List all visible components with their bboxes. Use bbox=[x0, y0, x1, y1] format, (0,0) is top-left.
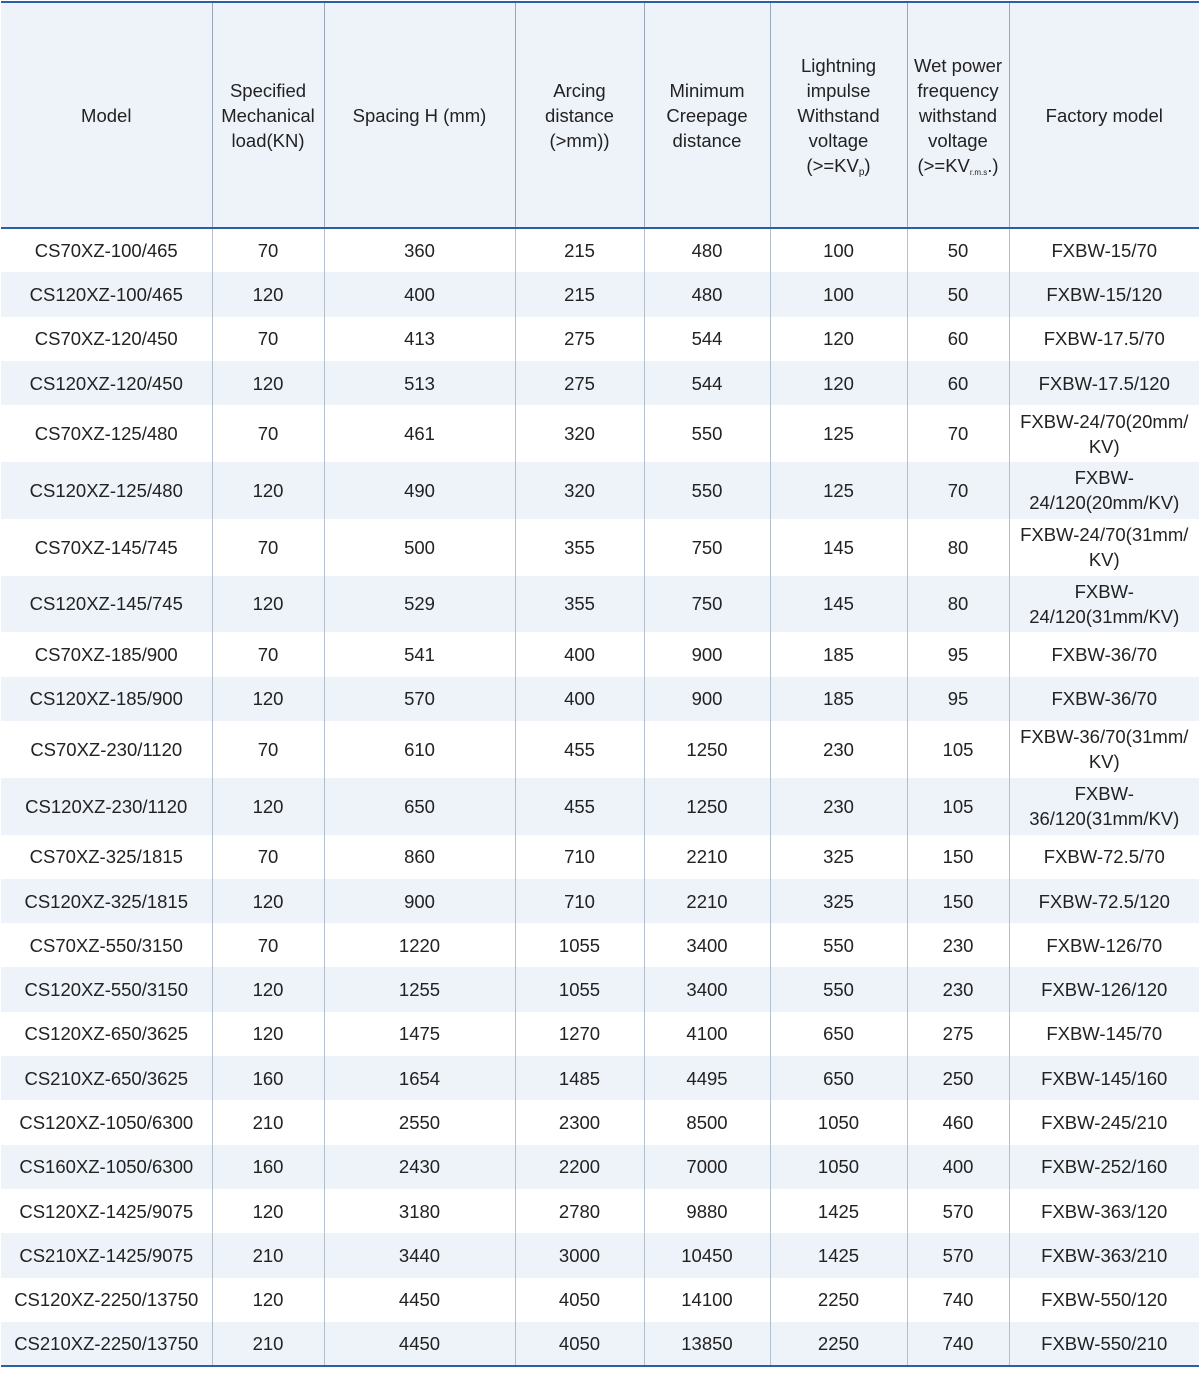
cell-factory-model: FXBW-550/210 bbox=[1009, 1322, 1199, 1366]
cell-creepage-distance: 9880 bbox=[644, 1189, 770, 1233]
cell-wet-power-frequency: 105 bbox=[907, 721, 1009, 778]
cell-lightning-impulse: 125 bbox=[770, 462, 907, 519]
header-creepage-distance: Minimum Creepage distance bbox=[644, 2, 770, 228]
insulator-spec-table bbox=[1, 1, 1199, 1367]
cell-mechanical-load: 120 bbox=[212, 1278, 324, 1322]
cell-mechanical-load: 70 bbox=[212, 632, 324, 676]
cell-mechanical-load: 160 bbox=[212, 1056, 324, 1100]
cell-spacing: 3180 bbox=[324, 1189, 515, 1233]
cell-arcing-distance: 710 bbox=[515, 835, 644, 879]
cell-model: CS120XZ-550/3150 bbox=[1, 967, 212, 1011]
cell-mechanical-load: 120 bbox=[212, 361, 324, 405]
cell-factory-model: FXBW-17.5/120 bbox=[1009, 361, 1199, 405]
cell-arcing-distance: 1055 bbox=[515, 923, 644, 967]
cell-lightning-impulse: 1425 bbox=[770, 1189, 907, 1233]
table-row bbox=[1, 1145, 1199, 1189]
cell-creepage-distance: 13850 bbox=[644, 1322, 770, 1366]
header-arcing-distance: Arcing distance (>mm)) bbox=[515, 2, 644, 228]
cell-spacing: 570 bbox=[324, 677, 515, 721]
table-row bbox=[1, 1012, 1199, 1056]
cell-spacing: 400 bbox=[324, 272, 515, 316]
cell-spacing: 1220 bbox=[324, 923, 515, 967]
cell-model: CS70XZ-325/1815 bbox=[1, 835, 212, 879]
cell-mechanical-load: 120 bbox=[212, 272, 324, 316]
cell-creepage-distance: 14100 bbox=[644, 1278, 770, 1322]
cell-spacing: 2430 bbox=[324, 1145, 515, 1189]
cell-creepage-distance: 3400 bbox=[644, 967, 770, 1011]
cell-spacing: 900 bbox=[324, 879, 515, 923]
cell-arcing-distance: 320 bbox=[515, 405, 644, 462]
cell-model: CS120XZ-650/3625 bbox=[1, 1012, 212, 1056]
cell-model: CS120XZ-1425/9075 bbox=[1, 1189, 212, 1233]
cell-wet-power-frequency: 230 bbox=[907, 923, 1009, 967]
cell-spacing: 529 bbox=[324, 576, 515, 633]
table-row bbox=[1, 272, 1199, 316]
cell-factory-model: FXBW-363/210 bbox=[1009, 1233, 1199, 1277]
cell-arcing-distance: 710 bbox=[515, 879, 644, 923]
cell-creepage-distance: 480 bbox=[644, 272, 770, 316]
table-row bbox=[1, 1100, 1199, 1144]
cell-wet-power-frequency: 80 bbox=[907, 576, 1009, 633]
cell-lightning-impulse: 230 bbox=[770, 778, 907, 835]
cell-lightning-impulse: 2250 bbox=[770, 1322, 907, 1366]
header-factory-model: Factory model bbox=[1009, 2, 1199, 228]
cell-creepage-distance: 2210 bbox=[644, 835, 770, 879]
cell-creepage-distance: 550 bbox=[644, 405, 770, 462]
cell-wet-power-frequency: 95 bbox=[907, 632, 1009, 676]
cell-arcing-distance: 355 bbox=[515, 576, 644, 633]
cell-spacing: 2550 bbox=[324, 1100, 515, 1144]
cell-wet-power-frequency: 60 bbox=[907, 317, 1009, 361]
cell-wet-power-frequency: 740 bbox=[907, 1278, 1009, 1322]
cell-model: CS120XZ-145/745 bbox=[1, 576, 212, 633]
cell-arcing-distance: 4050 bbox=[515, 1278, 644, 1322]
cell-spacing: 860 bbox=[324, 835, 515, 879]
cell-lightning-impulse: 125 bbox=[770, 405, 907, 462]
cell-spacing: 513 bbox=[324, 361, 515, 405]
cell-model: CS210XZ-2250/13750 bbox=[1, 1322, 212, 1366]
cell-spacing: 650 bbox=[324, 778, 515, 835]
cell-creepage-distance: 10450 bbox=[644, 1233, 770, 1277]
cell-lightning-impulse: 550 bbox=[770, 967, 907, 1011]
cell-wet-power-frequency: 70 bbox=[907, 462, 1009, 519]
header-wet-power-frequency: Wet power frequency withstand voltage $(>=KV_{r.m.s}.)$ bbox=[907, 2, 1009, 228]
cell-creepage-distance: 7000 bbox=[644, 1145, 770, 1189]
table-row bbox=[1, 778, 1199, 835]
cell-lightning-impulse: 1425 bbox=[770, 1233, 907, 1277]
table-body bbox=[1, 228, 1199, 1366]
cell-factory-model: FXBW-252/160 bbox=[1009, 1145, 1199, 1189]
cell-arcing-distance: 1485 bbox=[515, 1056, 644, 1100]
cell-arcing-distance: 275 bbox=[515, 317, 644, 361]
cell-lightning-impulse: 100 bbox=[770, 272, 907, 316]
cell-wet-power-frequency: 60 bbox=[907, 361, 1009, 405]
table-row bbox=[1, 1233, 1199, 1277]
cell-factory-model: FXBW-36/70 bbox=[1009, 632, 1199, 676]
cell-model: CS160XZ-1050/6300 bbox=[1, 1145, 212, 1189]
cell-factory-model: FXBW-24/70(31mm/ KV) bbox=[1009, 519, 1199, 576]
cell-model: CS70XZ-230/1120 bbox=[1, 721, 212, 778]
cell-spacing: 4450 bbox=[324, 1322, 515, 1366]
cell-mechanical-load: 160 bbox=[212, 1145, 324, 1189]
cell-creepage-distance: 750 bbox=[644, 519, 770, 576]
cell-model: CS120XZ-120/450 bbox=[1, 361, 212, 405]
cell-mechanical-load: 70 bbox=[212, 317, 324, 361]
cell-spacing: 3440 bbox=[324, 1233, 515, 1277]
cell-spacing: 413 bbox=[324, 317, 515, 361]
header-lightning-impulse: Lightning impulse Withstand voltage $(>=KV_p)$ bbox=[770, 2, 907, 228]
cell-wet-power-frequency: 250 bbox=[907, 1056, 1009, 1100]
cell-creepage-distance: 550 bbox=[644, 462, 770, 519]
cell-model: CS70XZ-550/3150 bbox=[1, 923, 212, 967]
header-row bbox=[1, 2, 1199, 228]
cell-factory-model: FXBW-36/70 bbox=[1009, 677, 1199, 721]
table-row bbox=[1, 923, 1199, 967]
cell-factory-model: FXBW- 36/120(31mm/KV) bbox=[1009, 778, 1199, 835]
cell-factory-model: FXBW-126/120 bbox=[1009, 967, 1199, 1011]
table-row bbox=[1, 632, 1199, 676]
cell-factory-model: FXBW-550/120 bbox=[1009, 1278, 1199, 1322]
cell-factory-model: FXBW-24/70(20mm/ KV) bbox=[1009, 405, 1199, 462]
cell-lightning-impulse: 325 bbox=[770, 879, 907, 923]
cell-creepage-distance: 2210 bbox=[644, 879, 770, 923]
cell-model: CS70XZ-145/745 bbox=[1, 519, 212, 576]
cell-arcing-distance: 215 bbox=[515, 272, 644, 316]
cell-model: CS210XZ-1425/9075 bbox=[1, 1233, 212, 1277]
cell-spacing: 461 bbox=[324, 405, 515, 462]
cell-lightning-impulse: 1050 bbox=[770, 1100, 907, 1144]
table-row bbox=[1, 361, 1199, 405]
cell-wet-power-frequency: 570 bbox=[907, 1233, 1009, 1277]
cell-creepage-distance: 4495 bbox=[644, 1056, 770, 1100]
table-row bbox=[1, 462, 1199, 519]
cell-mechanical-load: 120 bbox=[212, 778, 324, 835]
cell-mechanical-load: 70 bbox=[212, 228, 324, 272]
cell-mechanical-load: 210 bbox=[212, 1233, 324, 1277]
table-row bbox=[1, 721, 1199, 778]
cell-wet-power-frequency: 70 bbox=[907, 405, 1009, 462]
cell-spacing: 500 bbox=[324, 519, 515, 576]
cell-creepage-distance: 4100 bbox=[644, 1012, 770, 1056]
table-row bbox=[1, 405, 1199, 462]
cell-wet-power-frequency: 105 bbox=[907, 778, 1009, 835]
cell-mechanical-load: 120 bbox=[212, 1012, 324, 1056]
cell-spacing: 360 bbox=[324, 228, 515, 272]
cell-arcing-distance: 455 bbox=[515, 721, 644, 778]
cell-factory-model: FXBW-145/70 bbox=[1009, 1012, 1199, 1056]
table-row bbox=[1, 519, 1199, 576]
cell-mechanical-load: 210 bbox=[212, 1322, 324, 1366]
cell-factory-model: FXBW-15/70 bbox=[1009, 228, 1199, 272]
cell-creepage-distance: 544 bbox=[644, 317, 770, 361]
cell-factory-model: FXBW-245/210 bbox=[1009, 1100, 1199, 1144]
cell-model: CS70XZ-120/450 bbox=[1, 317, 212, 361]
table-row bbox=[1, 1056, 1199, 1100]
cell-mechanical-load: 120 bbox=[212, 462, 324, 519]
cell-creepage-distance: 3400 bbox=[644, 923, 770, 967]
table-row bbox=[1, 677, 1199, 721]
cell-wet-power-frequency: 50 bbox=[907, 228, 1009, 272]
cell-factory-model: FXBW-363/120 bbox=[1009, 1189, 1199, 1233]
cell-wet-power-frequency: 50 bbox=[907, 272, 1009, 316]
table-row bbox=[1, 317, 1199, 361]
cell-creepage-distance: 750 bbox=[644, 576, 770, 633]
cell-model: CS120XZ-2250/13750 bbox=[1, 1278, 212, 1322]
cell-arcing-distance: 4050 bbox=[515, 1322, 644, 1366]
cell-spacing: 1475 bbox=[324, 1012, 515, 1056]
cell-spacing: 1654 bbox=[324, 1056, 515, 1100]
cell-mechanical-load: 210 bbox=[212, 1100, 324, 1144]
table-row bbox=[1, 228, 1199, 272]
cell-factory-model: FXBW-72.5/120 bbox=[1009, 879, 1199, 923]
cell-model: CS120XZ-185/900 bbox=[1, 677, 212, 721]
cell-wet-power-frequency: 740 bbox=[907, 1322, 1009, 1366]
cell-model: CS120XZ-230/1120 bbox=[1, 778, 212, 835]
cell-lightning-impulse: 120 bbox=[770, 317, 907, 361]
cell-creepage-distance: 8500 bbox=[644, 1100, 770, 1144]
cell-model: CS120XZ-100/465 bbox=[1, 272, 212, 316]
table-row bbox=[1, 879, 1199, 923]
cell-arcing-distance: 355 bbox=[515, 519, 644, 576]
cell-lightning-impulse: 120 bbox=[770, 361, 907, 405]
cell-lightning-impulse: 145 bbox=[770, 519, 907, 576]
table-row bbox=[1, 576, 1199, 633]
cell-lightning-impulse: 650 bbox=[770, 1056, 907, 1100]
table-row bbox=[1, 967, 1199, 1011]
cell-wet-power-frequency: 400 bbox=[907, 1145, 1009, 1189]
header-model: Model bbox=[1, 2, 212, 228]
cell-mechanical-load: 70 bbox=[212, 721, 324, 778]
cell-arcing-distance: 1055 bbox=[515, 967, 644, 1011]
cell-spacing: 4450 bbox=[324, 1278, 515, 1322]
table-row bbox=[1, 1322, 1199, 1366]
cell-factory-model: FXBW-72.5/70 bbox=[1009, 835, 1199, 879]
cell-arcing-distance: 1270 bbox=[515, 1012, 644, 1056]
cell-model: CS120XZ-1050/6300 bbox=[1, 1100, 212, 1144]
cell-factory-model: FXBW- 24/120(31mm/KV) bbox=[1009, 576, 1199, 633]
cell-mechanical-load: 120 bbox=[212, 677, 324, 721]
cell-lightning-impulse: 230 bbox=[770, 721, 907, 778]
cell-creepage-distance: 900 bbox=[644, 677, 770, 721]
cell-mechanical-load: 120 bbox=[212, 879, 324, 923]
cell-model: CS70XZ-100/465 bbox=[1, 228, 212, 272]
cell-mechanical-load: 120 bbox=[212, 1189, 324, 1233]
cell-creepage-distance: 1250 bbox=[644, 721, 770, 778]
cell-creepage-distance: 1250 bbox=[644, 778, 770, 835]
cell-lightning-impulse: 145 bbox=[770, 576, 907, 633]
header-mechanical-load: Specified Mechanical load(KN) bbox=[212, 2, 324, 228]
cell-mechanical-load: 120 bbox=[212, 576, 324, 633]
cell-creepage-distance: 900 bbox=[644, 632, 770, 676]
cell-spacing: 1255 bbox=[324, 967, 515, 1011]
table-row bbox=[1, 1189, 1199, 1233]
cell-arcing-distance: 275 bbox=[515, 361, 644, 405]
cell-arcing-distance: 455 bbox=[515, 778, 644, 835]
cell-lightning-impulse: 550 bbox=[770, 923, 907, 967]
cell-arcing-distance: 2300 bbox=[515, 1100, 644, 1144]
cell-lightning-impulse: 185 bbox=[770, 677, 907, 721]
table-row bbox=[1, 835, 1199, 879]
cell-wet-power-frequency: 460 bbox=[907, 1100, 1009, 1144]
cell-factory-model: FXBW-17.5/70 bbox=[1009, 317, 1199, 361]
cell-mechanical-load: 70 bbox=[212, 923, 324, 967]
cell-model: CS70XZ-125/480 bbox=[1, 405, 212, 462]
cell-mechanical-load: 70 bbox=[212, 405, 324, 462]
cell-arcing-distance: 2200 bbox=[515, 1145, 644, 1189]
cell-wet-power-frequency: 230 bbox=[907, 967, 1009, 1011]
cell-lightning-impulse: 1050 bbox=[770, 1145, 907, 1189]
cell-model: CS120XZ-125/480 bbox=[1, 462, 212, 519]
cell-spacing: 490 bbox=[324, 462, 515, 519]
cell-model: CS210XZ-650/3625 bbox=[1, 1056, 212, 1100]
cell-wet-power-frequency: 150 bbox=[907, 835, 1009, 879]
table-row bbox=[1, 1278, 1199, 1322]
cell-arcing-distance: 2780 bbox=[515, 1189, 644, 1233]
cell-wet-power-frequency: 275 bbox=[907, 1012, 1009, 1056]
cell-wet-power-frequency: 80 bbox=[907, 519, 1009, 576]
cell-wet-power-frequency: 570 bbox=[907, 1189, 1009, 1233]
cell-factory-model: FXBW-36/70(31mm/ KV) bbox=[1009, 721, 1199, 778]
cell-factory-model: FXBW-15/120 bbox=[1009, 272, 1199, 316]
cell-lightning-impulse: 100 bbox=[770, 228, 907, 272]
cell-spacing: 610 bbox=[324, 721, 515, 778]
cell-arcing-distance: 320 bbox=[515, 462, 644, 519]
cell-wet-power-frequency: 150 bbox=[907, 879, 1009, 923]
cell-factory-model: FXBW-145/160 bbox=[1009, 1056, 1199, 1100]
cell-mechanical-load: 120 bbox=[212, 967, 324, 1011]
cell-arcing-distance: 400 bbox=[515, 677, 644, 721]
cell-lightning-impulse: 325 bbox=[770, 835, 907, 879]
cell-model: CS70XZ-185/900 bbox=[1, 632, 212, 676]
cell-arcing-distance: 400 bbox=[515, 632, 644, 676]
cell-lightning-impulse: 650 bbox=[770, 1012, 907, 1056]
cell-mechanical-load: 70 bbox=[212, 519, 324, 576]
cell-lightning-impulse: 2250 bbox=[770, 1278, 907, 1322]
cell-mechanical-load: 70 bbox=[212, 835, 324, 879]
cell-factory-model: FXBW- 24/120(20mm/KV) bbox=[1009, 462, 1199, 519]
cell-creepage-distance: 544 bbox=[644, 361, 770, 405]
cell-creepage-distance: 480 bbox=[644, 228, 770, 272]
cell-arcing-distance: 3000 bbox=[515, 1233, 644, 1277]
cell-factory-model: FXBW-126/70 bbox=[1009, 923, 1199, 967]
cell-wet-power-frequency: 95 bbox=[907, 677, 1009, 721]
spec-table-container bbox=[0, 1, 1200, 1398]
header-spacing: Spacing H (mm) bbox=[324, 2, 515, 228]
cell-model: CS120XZ-325/1815 bbox=[1, 879, 212, 923]
cell-arcing-distance: 215 bbox=[515, 228, 644, 272]
table-header bbox=[1, 2, 1199, 228]
cell-spacing: 541 bbox=[324, 632, 515, 676]
cell-lightning-impulse: 185 bbox=[770, 632, 907, 676]
